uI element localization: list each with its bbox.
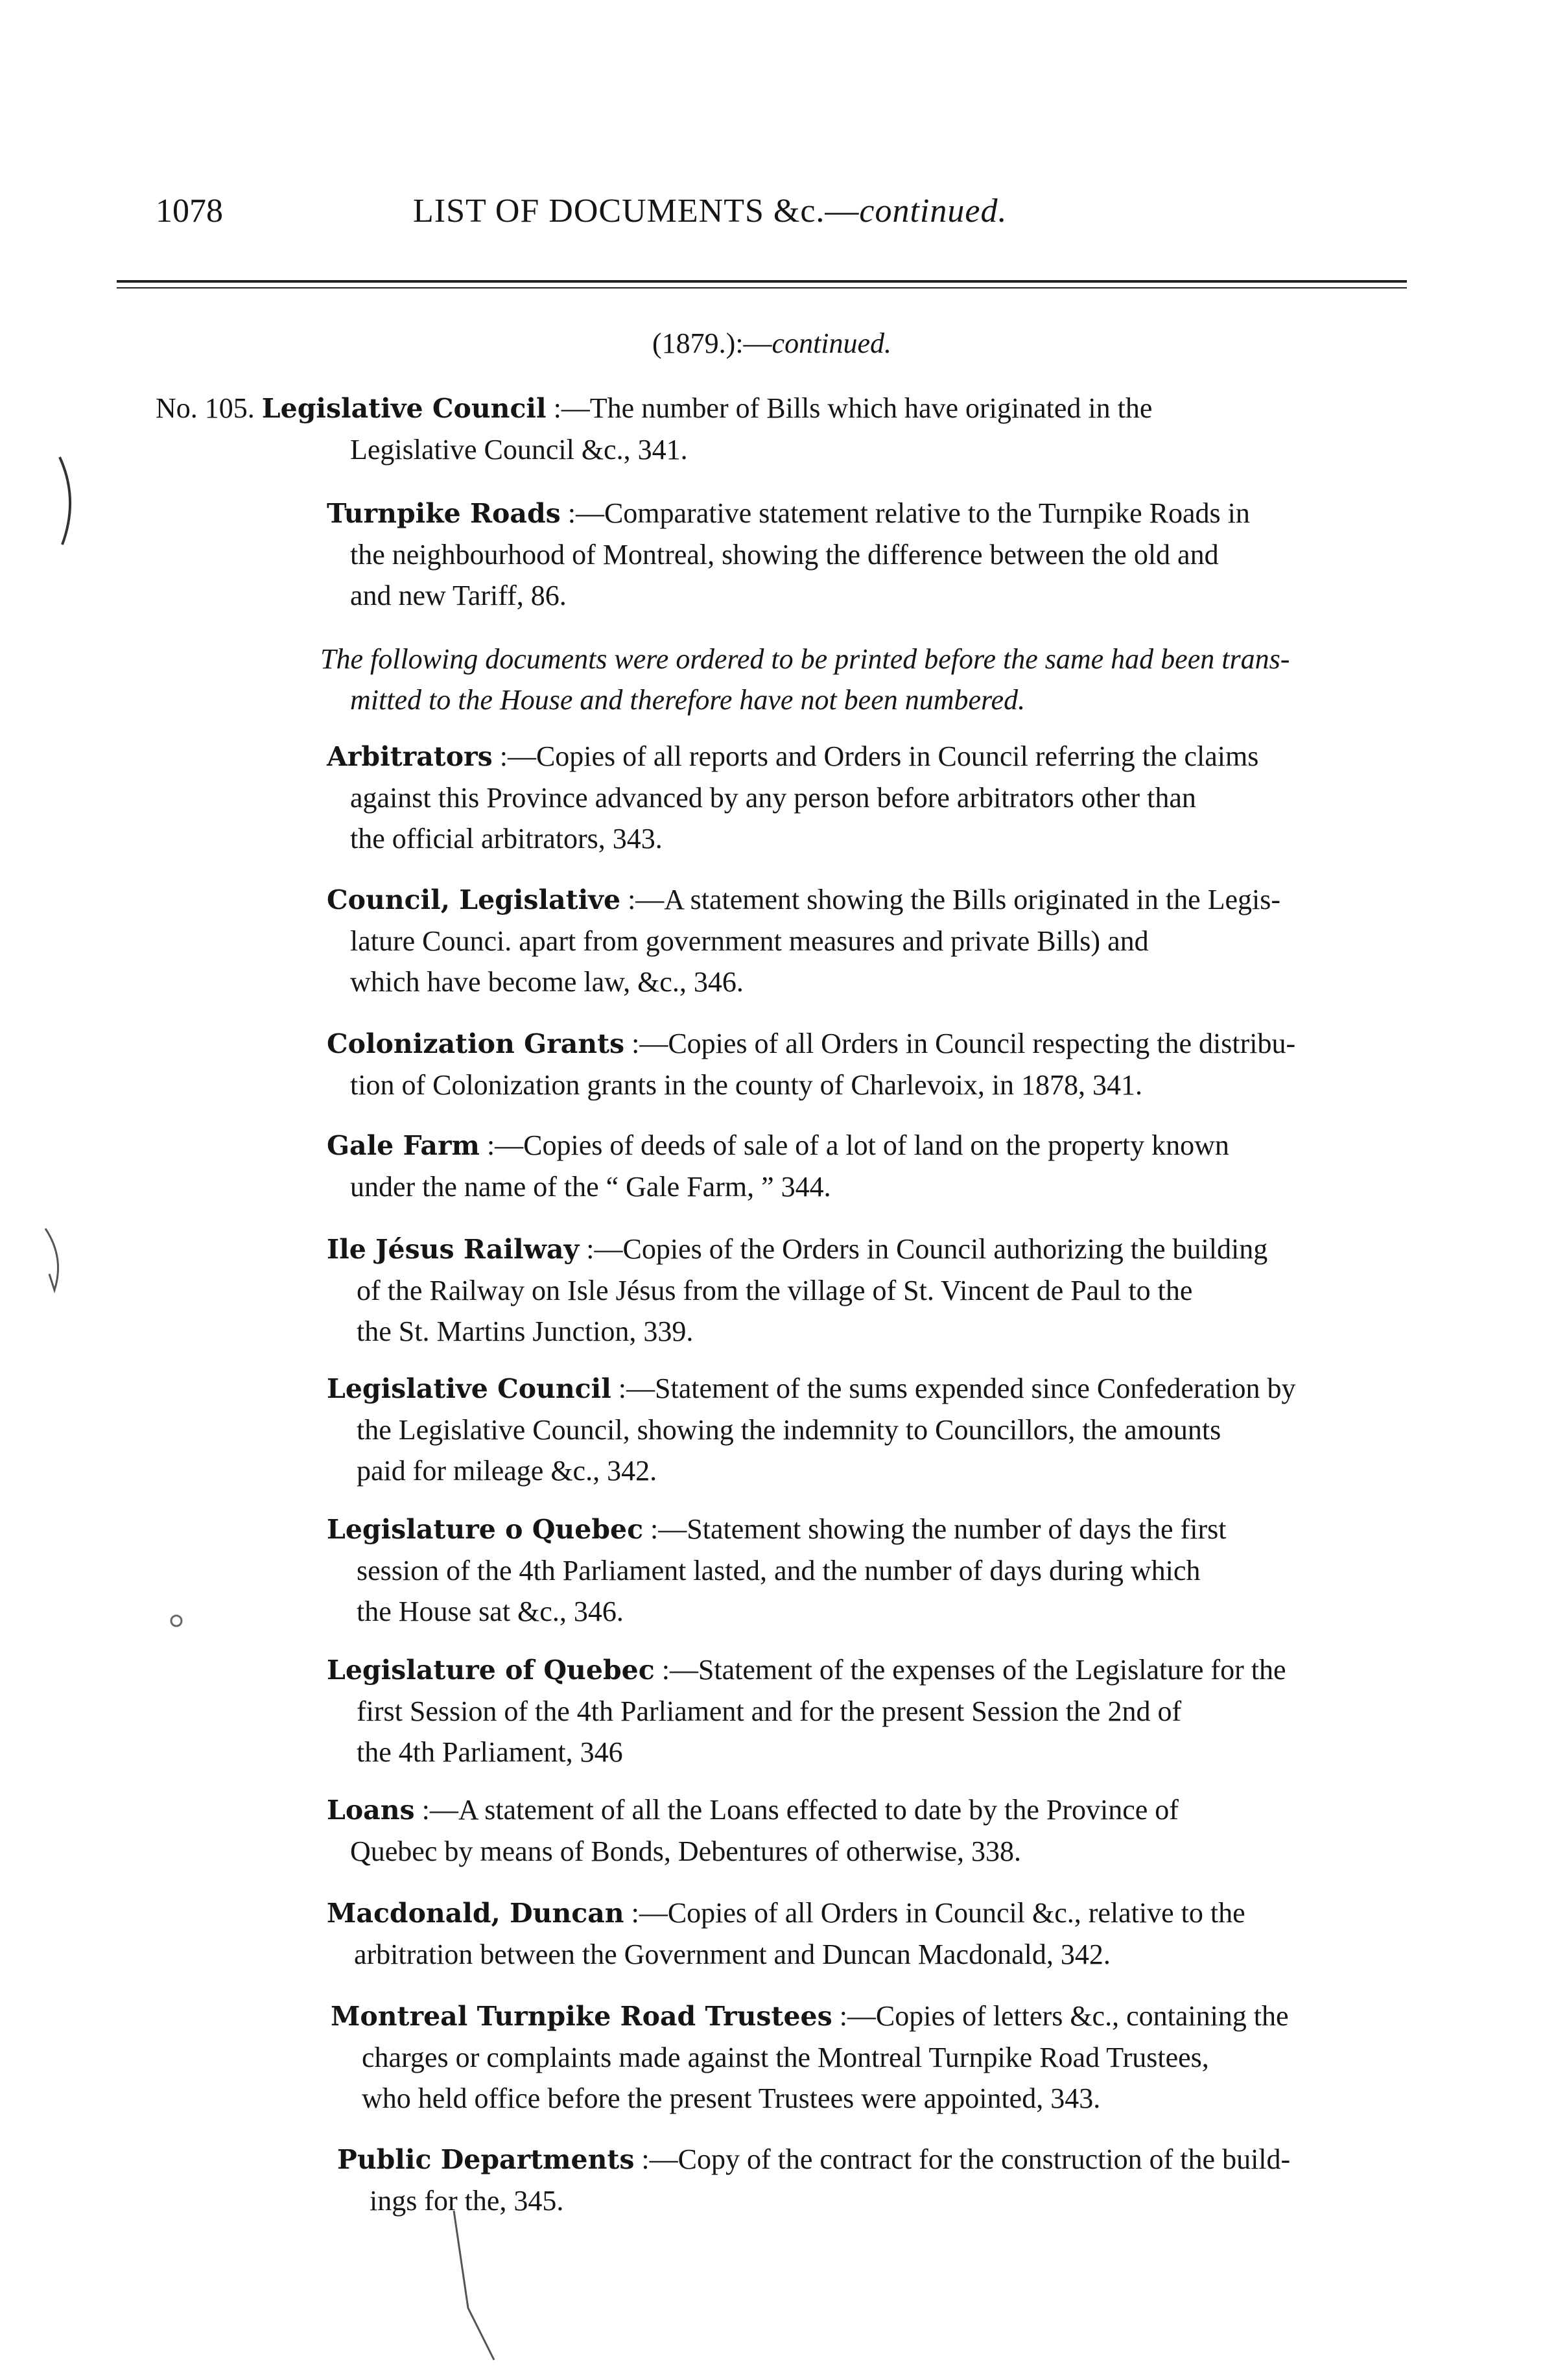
- printing-note: [320, 639, 1290, 720]
- document-entry: [327, 1789, 1179, 1872]
- entry-text: :—Statement of the expenses of the Legislature for the: [654, 1654, 1286, 1686]
- document-entry: [156, 388, 1152, 470]
- document-entry: [327, 493, 1250, 616]
- entry-text: the St. Martins Junction, 339.: [357, 1315, 694, 1347]
- entry-text: lature Counci. apart from government measures and private Bills) and: [350, 925, 1149, 957]
- entry-text: who held office before the present Trustees were appointed, 343.: [362, 2082, 1101, 2114]
- entry-heading: Council, Legislative: [327, 884, 621, 915]
- entry-text: against this Province advanced by any person before arbitrators other than: [350, 782, 1196, 814]
- entry-text: arbitration between the Government and Duncan Macdonald, 342.: [354, 1938, 1111, 1970]
- entry-text: :—A statement of all the Loans effected to date by the Province of: [414, 1794, 1179, 1826]
- entry-text: the House sat &c., 346.: [357, 1596, 624, 1627]
- document-entry: [327, 1649, 1286, 1773]
- page-title: [413, 192, 1007, 230]
- entry-text: tion of Colonization grants in the county of Charlevoix, in 1878, 341.: [350, 1069, 1143, 1101]
- entry-text: :—Copies of all reports and Orders in Council referring the claims: [492, 740, 1259, 772]
- entry-text: the official arbitrators, 343.: [350, 823, 663, 854]
- margin-bracket-mark: [60, 457, 70, 545]
- entry-heading: Legislative Council: [261, 393, 547, 424]
- margin-pencil-mark: [45, 1229, 58, 1290]
- margin-dot-mark: [171, 1616, 182, 1626]
- entry-number: No. 105.: [156, 392, 255, 424]
- entry-text: Quebec by means of Bonds, Debentures of otherwise, 338.: [350, 1835, 1021, 1867]
- entry-heading: Loans: [327, 1795, 415, 1826]
- entry-text: :—A statement showing the Bills originated in the Legis-: [620, 884, 1281, 915]
- document-entry: [337, 2139, 1290, 2221]
- entry-text: :—The number of Bills which have originated in the: [546, 392, 1153, 424]
- entry-text: session of the 4th Parliament lasted, and the number of days during which: [357, 1555, 1201, 1586]
- subheading-year: (1879.): [652, 327, 736, 359]
- entry-text: :—Copies of deeds of sale of a lot of land on the property known: [479, 1129, 1229, 1161]
- entry-text: :—Copies of all Orders in Council respecting the distribu-: [624, 1028, 1296, 1059]
- entry-text: of the Railway on Isle Jésus from the village of St. Vincent de Paul to the: [357, 1275, 1193, 1306]
- document-entry: [327, 1368, 1296, 1491]
- entry-text: charges or complaints made against the Montreal Turnpike Road Trustees,: [362, 2042, 1209, 2073]
- page-number: 1078: [156, 193, 223, 230]
- document-entry: [327, 1229, 1267, 1352]
- entry-text: and new Tariff, 86.: [350, 580, 567, 611]
- entry-text: under the name of the “ Gale Farm, ” 344.: [350, 1171, 831, 1203]
- page-title-main: LIST OF DOCUMENTS &c.—: [413, 193, 860, 230]
- note-text: mitted to the House and therefore have not been numbered.: [350, 684, 1026, 716]
- entry-heading: Legislature of Quebec: [327, 1655, 655, 1686]
- entry-text: the Legislative Council, showing the indemnity to Councillors, the amounts: [357, 1414, 1221, 1446]
- entry-heading: Legislative Council: [327, 1373, 611, 1404]
- entry-text: :—Statement of the sums expended since Confederation by: [611, 1373, 1296, 1404]
- document-entry: [327, 1125, 1229, 1207]
- entry-text: :—Copies of letters &c., containing the: [832, 2000, 1289, 2032]
- document-entry: [327, 879, 1280, 1002]
- document-entry: [327, 736, 1258, 859]
- note-text: The following documents were ordered to be printed before the same had been trans-: [320, 643, 1290, 675]
- subheading-continued: continued.: [772, 327, 892, 359]
- entry-text: :—Statement showing the number of days the first: [643, 1513, 1227, 1545]
- entry-text: the neighbourhood of Montreal, showing the difference between the old and: [350, 539, 1219, 571]
- year-subheading: [652, 327, 891, 360]
- entry-text: the 4th Parliament, 346: [357, 1736, 623, 1768]
- header-rule-thin: [117, 287, 1407, 289]
- entry-heading: Colonization Grants: [327, 1028, 625, 1059]
- stray-pencil-line: [454, 2211, 494, 2360]
- entry-text: first Session of the 4th Parliament and for the present Session the 2nd of: [357, 1695, 1182, 1727]
- entry-text: paid for mileage &c., 342.: [357, 1455, 657, 1487]
- entry-text: ings for the, 345.: [370, 2185, 564, 2217]
- entry-heading: Legislature o Quebec: [327, 1514, 644, 1545]
- entry-text: :—Copy of the contract for the construction of the build-: [634, 2143, 1291, 2175]
- entry-heading: Public Departments: [337, 2144, 635, 2175]
- entry-heading: Montreal Turnpike Road Trustees: [331, 2001, 832, 2032]
- entry-heading: Turnpike Roads: [327, 498, 561, 529]
- entry-text: Legislative Council &c., 341.: [350, 434, 688, 465]
- document-entry: [327, 1023, 1295, 1105]
- entry-heading: Macdonald, Duncan: [327, 1898, 624, 1929]
- page-title-continued: continued.: [859, 193, 1008, 230]
- entry-text: :—Copies of the Orders in Council authorizing the building: [579, 1233, 1268, 1265]
- entry-heading: Arbitrators: [327, 741, 493, 772]
- document-entry: [331, 1996, 1289, 2119]
- entry-text: :—Copies of all Orders in Council &c., relative to the: [624, 1897, 1245, 1929]
- entry-heading: Ile Jésus Railway: [327, 1234, 580, 1265]
- header-rule-thick: [117, 280, 1407, 283]
- subheading-dash: :—: [735, 327, 772, 359]
- entry-text: :—Comparative statement relative to the Turnpike Roads in: [560, 497, 1250, 529]
- document-entry: [327, 1509, 1226, 1632]
- document-entry: [327, 1892, 1245, 1975]
- entry-heading: Gale Farm: [327, 1130, 480, 1161]
- entry-text: which have become law, &c., 346.: [350, 966, 744, 998]
